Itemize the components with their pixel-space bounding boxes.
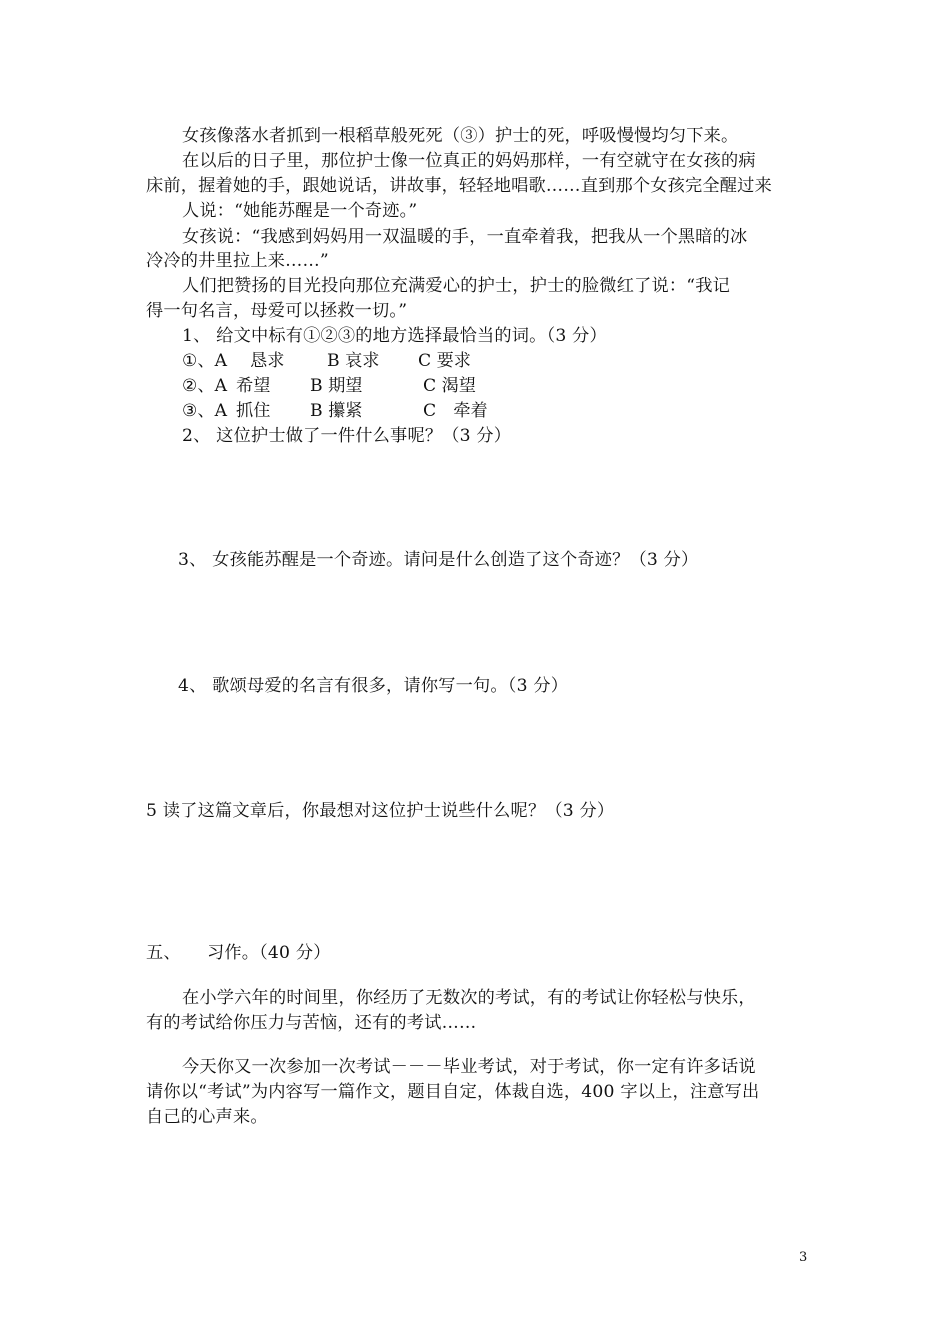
option-b: B 期望: [310, 376, 363, 396]
passage-paragraph-2-line-2: 床前，握着她的手，跟她说话，讲故事，轻轻地唱歌……直到那个女孩完全醒过来: [146, 176, 772, 196]
composition-paragraph-1-line-1: 在小学六年的时间里，你经历了无数次的考试，有的考试让你轻松与快乐，: [182, 988, 756, 1008]
option-a: 恳求: [250, 351, 285, 371]
option-a: 希望: [236, 376, 271, 396]
option-c: C 渴望: [423, 376, 476, 396]
composition-heading: 五、 习作。（40 分）: [146, 943, 331, 963]
question-1: 1、 给文中标有①②③的地方选择最恰当的词。（3 分）: [182, 326, 607, 346]
composition-paragraph-1-line-2: 有的考试给你压力与苦恼，还有的考试……: [146, 1013, 477, 1033]
passage-paragraph-4-line-2: 冷冷的井里拉上来……”: [146, 251, 329, 271]
passage-paragraph-4-line-1: 女孩说：“我感到妈妈用一双温暖的手，一直牵着我，把我从一个黑暗的冰: [182, 227, 748, 247]
question-3: 3、 女孩能苏醒是一个奇迹。请问是什么创造了这个奇迹？（3 分）: [178, 550, 699, 570]
composition-paragraph-2-line-2: 请你以“考试”为内容写一篇作文，题目自定，体裁自选，400 字以上，注意写出: [146, 1082, 760, 1102]
option-number: ②、A: [182, 376, 228, 396]
passage-paragraph-3: 人说：“她能苏醒是一个奇迹。”: [182, 201, 418, 221]
passage-paragraph-1: 女孩像落水者抓到一根稻草般死死（③）护士的死，呼吸慢慢均匀下来。: [182, 126, 739, 146]
option-c: C 牵着: [423, 401, 488, 421]
page-number: 3: [799, 1250, 808, 1265]
question-2: 2、 这位护士做了一件什么事呢？（3 分）: [182, 426, 512, 446]
option-b: B 攥紧: [310, 401, 363, 421]
option-a: 抓住: [236, 401, 271, 421]
question-5: 5 读了这篇文章后，你最想对这位护士说些什么呢？（3 分）: [146, 801, 615, 821]
option-number: ③、A: [182, 401, 228, 421]
option-number: ①、A: [182, 351, 228, 371]
passage-paragraph-2-line-1: 在以后的日子里，那位护士像一位真正的妈妈那样，一有空就守在女孩的病: [182, 151, 756, 171]
composition-paragraph-2-line-1: 今天你又一次参加一次考试－－－毕业考试，对于考试，你一定有许多话说: [182, 1057, 756, 1077]
composition-paragraph-2-line-3: 自己的心声来。: [146, 1107, 268, 1127]
option-c: C 要求: [418, 351, 471, 371]
option-b: B 哀求: [327, 351, 380, 371]
passage-paragraph-5-line-1: 人们把赞扬的目光投向那位充满爱心的护士，护士的脸微红了说：“我记: [182, 276, 731, 296]
question-4: 4、 歌颂母爱的名言有很多，请你写一句。（3 分）: [178, 676, 569, 696]
passage-paragraph-5-line-2: 得一句名言，母爱可以拯救一切。”: [146, 301, 408, 321]
